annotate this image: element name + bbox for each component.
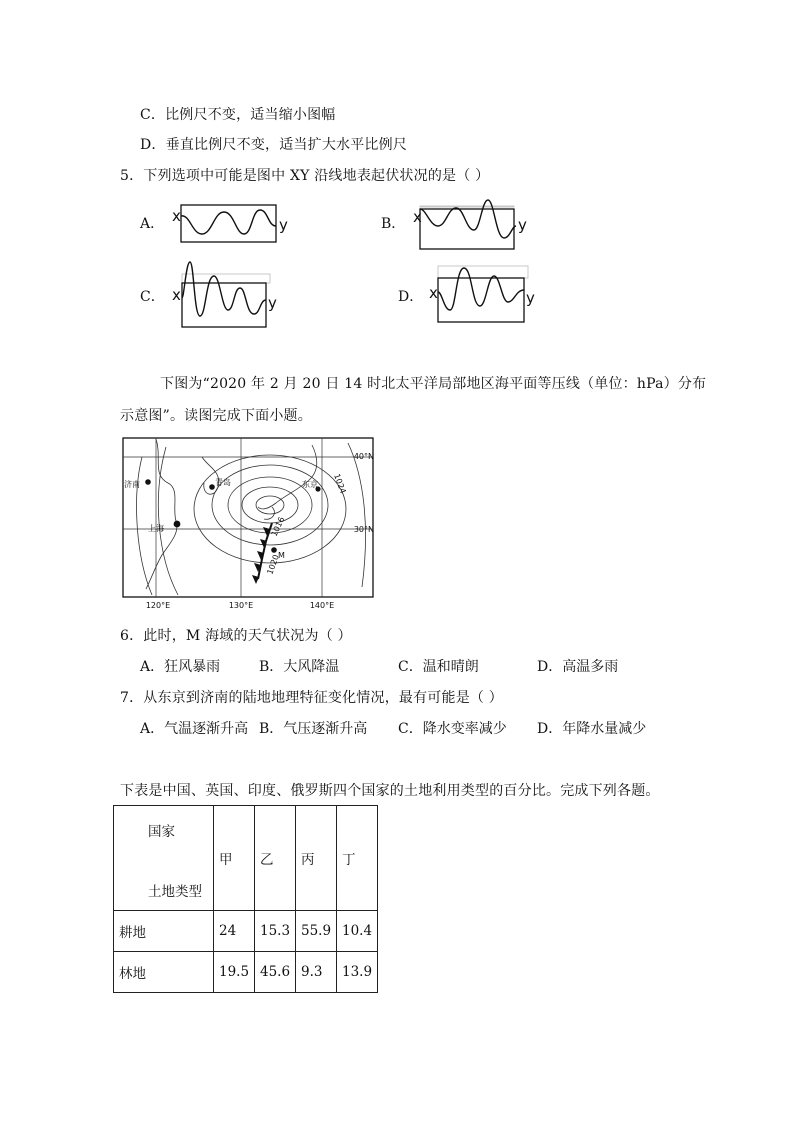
q6-option-a: A．狂风暴雨	[140, 659, 221, 675]
table-header-jia: 甲	[214, 806, 255, 911]
map-lat-30: 30°N	[353, 525, 374, 534]
table-row-label-cropland: 耕地	[114, 911, 214, 952]
table-header-bing: 丙	[296, 806, 337, 911]
q5-d-y-label: y	[526, 289, 535, 307]
map-lon-120: 120°E	[145, 601, 171, 610]
table-cell: 45.6	[255, 952, 296, 993]
q5-c-y-label: y	[268, 294, 277, 312]
table-header-yi: 乙	[255, 806, 296, 911]
table-row-label-forest: 林地	[114, 952, 214, 993]
q5-a-y-label: y	[279, 216, 288, 234]
q5-b-x-label: x	[413, 208, 422, 226]
map-lat-40: 40°N	[353, 452, 374, 461]
q7-option-a: A．气温逐渐升高	[140, 721, 249, 737]
map-isobar-1024: 1024	[332, 472, 348, 495]
q5-option-b-label: B．	[381, 216, 406, 232]
map-lon-130: 130°E	[228, 601, 254, 610]
map-point-m: M	[278, 551, 285, 560]
q7-option-d: D．年降水量减少	[537, 721, 647, 737]
map-city-tokyo: 东京	[302, 480, 318, 489]
q5-option-a-profile	[180, 200, 278, 244]
q5-b-y-label: y	[518, 216, 527, 234]
map-city-shanghai: 上海	[148, 524, 164, 533]
table-corner-country: 国家	[148, 824, 175, 840]
q6-option-c: C．温和晴朗	[398, 659, 479, 675]
table-intro: 下表是中国、英国、印度、俄罗斯四个国家的土地利用类型的百分比。完成下列各题。	[120, 783, 660, 799]
q5-a-x-label: x	[172, 207, 181, 225]
q4-option-c: C．比例尺不变，适当缩小图幅	[140, 107, 336, 123]
table-header-ding: 丁	[337, 806, 378, 911]
table-corner-cell	[114, 806, 214, 911]
map-city-qingdao: 青岛	[215, 478, 231, 487]
q5-option-d-profile	[436, 262, 530, 326]
q5-option-a-label: A．	[140, 216, 165, 232]
q7-option-b: B．气压逐渐升高	[259, 721, 368, 737]
map-isobar-1016: 1016	[269, 515, 287, 538]
map-lon-140: 140°E	[309, 601, 335, 610]
table-corner-landtype: 土地类型	[148, 884, 202, 900]
land-use-table	[113, 805, 378, 993]
q7-stem: 7．从东京到济南的陆地地理特征变化情况，最有可能是（ ）	[120, 690, 503, 706]
table-cell: 19.5	[214, 952, 255, 993]
table-cell: 10.4	[337, 911, 378, 952]
q5-d-x-label: x	[429, 284, 438, 302]
table-row	[114, 911, 378, 952]
table-header-row	[114, 806, 378, 911]
map-intro-line-1: 下图为“2020 年 2 月 20 日 14 时北太平洋局部地区海平面等压线（单位：hPa）分布	[160, 376, 707, 392]
q5-c-x-label: x	[172, 286, 181, 304]
map-intro-line-2: 示意图”。读图完成下面小题。	[120, 408, 312, 424]
table-cell: 55.9	[296, 911, 337, 952]
map-city-jinan: 济南	[124, 480, 140, 489]
table-row	[114, 952, 378, 993]
table-cell: 9.3	[296, 952, 337, 993]
q5-option-c-label: C．	[140, 289, 165, 305]
q5-stem: 5．下列选项中可能是图中 XY 沿线地表起伏状况的是（ ）	[120, 168, 490, 184]
q6-option-b: B．大风降温	[259, 659, 340, 675]
q6-stem: 6．此时，M 海域的天气状况为（ ）	[120, 628, 352, 644]
q5-option-d-label: D．	[398, 289, 424, 305]
q6-option-d: D．高温多雨	[537, 659, 619, 675]
map-isobar-1020: 1020	[265, 553, 281, 576]
table-cell: 13.9	[337, 952, 378, 993]
isobar-map	[122, 437, 374, 615]
table-cell: 24	[214, 911, 255, 952]
q5-option-c-profile	[180, 258, 272, 330]
q7-option-c: C．降水变率减少	[398, 721, 507, 737]
q5-option-b-profile	[418, 196, 518, 252]
table-cell: 15.3	[255, 911, 296, 952]
q4-option-d: D．垂直比例尺不变，适当扩大水平比例尺	[140, 137, 408, 153]
